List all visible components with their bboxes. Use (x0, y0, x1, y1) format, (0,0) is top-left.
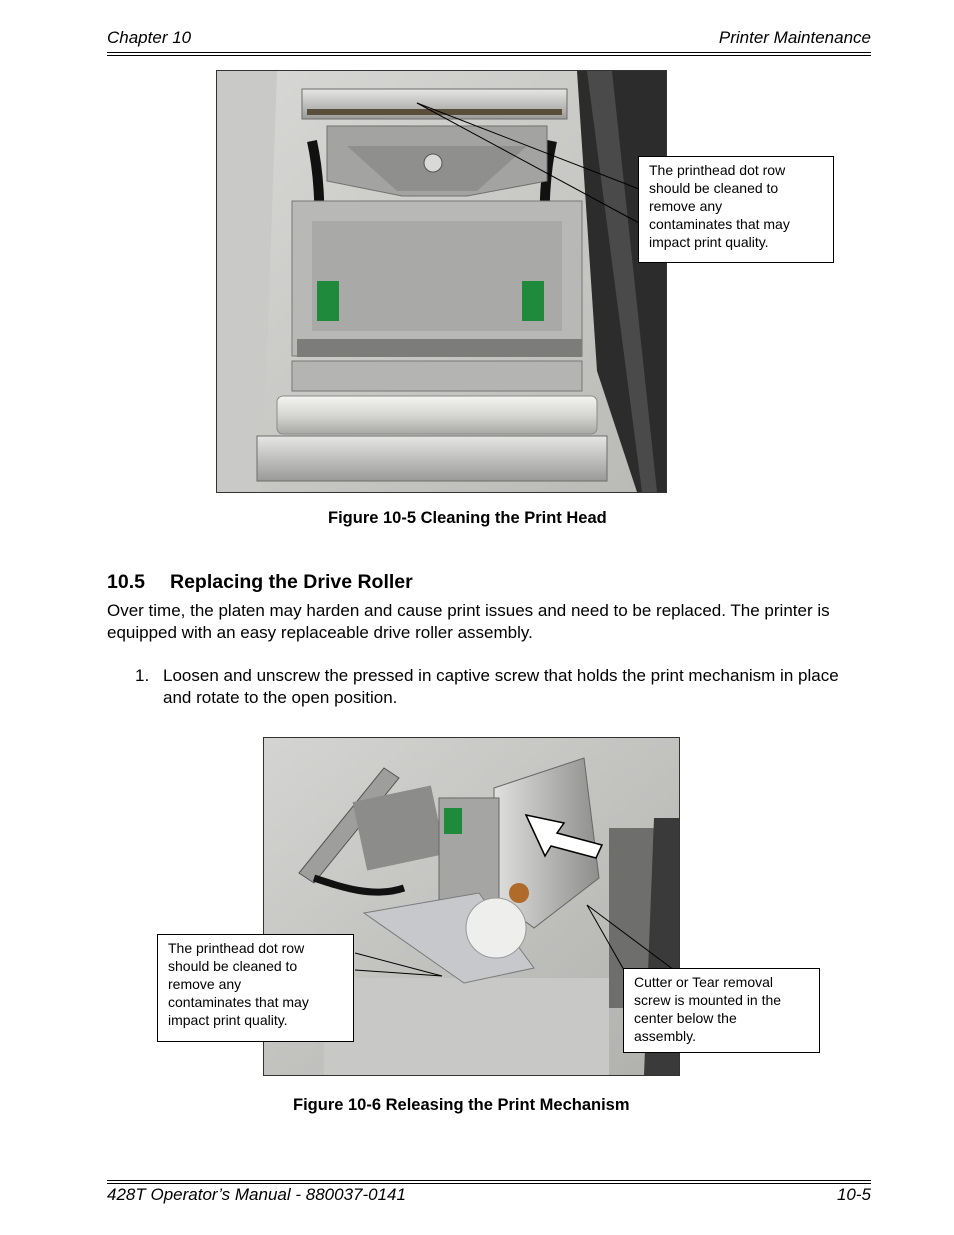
footer-rule-2 (107, 1183, 871, 1184)
footer-rule (107, 1180, 871, 1181)
step-number: 1. (135, 666, 150, 685)
cutter-screw-callout: Cutter or Tear removal screw is mounted in the center below the assembly. (623, 968, 820, 1053)
section-number: 10.5 (107, 571, 145, 593)
chapter-title: Printer Maintenance (718, 28, 871, 47)
page-number: 10-5 (836, 1185, 871, 1204)
print-head-photo (216, 70, 667, 493)
step-text: Loosen and unscrew the pressed in captive screw that holds the print mechanism in place and rotate to the open position. (163, 666, 839, 707)
section-title: Replacing the Drive Roller (170, 571, 413, 593)
print-head-illustration (217, 71, 666, 492)
chapter-label: Chapter 10 (107, 28, 192, 47)
step-item (135, 665, 871, 708)
section-intro: Over time, the platen may harden and cause print issues and need to be replaced. The printer is equipped with an easy replaceable drive roller assembly. (107, 601, 830, 642)
manual-title: 428T Operator’s Manual - 880037-0141 (107, 1185, 406, 1204)
printhead-callout: The printhead dot row should be cleaned to remove any contaminates that may impact print quality. (638, 156, 834, 263)
page-header (107, 28, 871, 53)
figure-10-6-caption: Figure 10-6 Releasing the Print Mechanism (293, 1096, 630, 1114)
figure-10-5-caption: Figure 10-5 Cleaning the Print Head (328, 509, 607, 527)
printhead-callout-2: The printhead dot row should be cleaned to remove any contaminates that may impact print quality. (157, 934, 354, 1042)
section-heading (107, 571, 413, 594)
header-rule (107, 55, 871, 56)
